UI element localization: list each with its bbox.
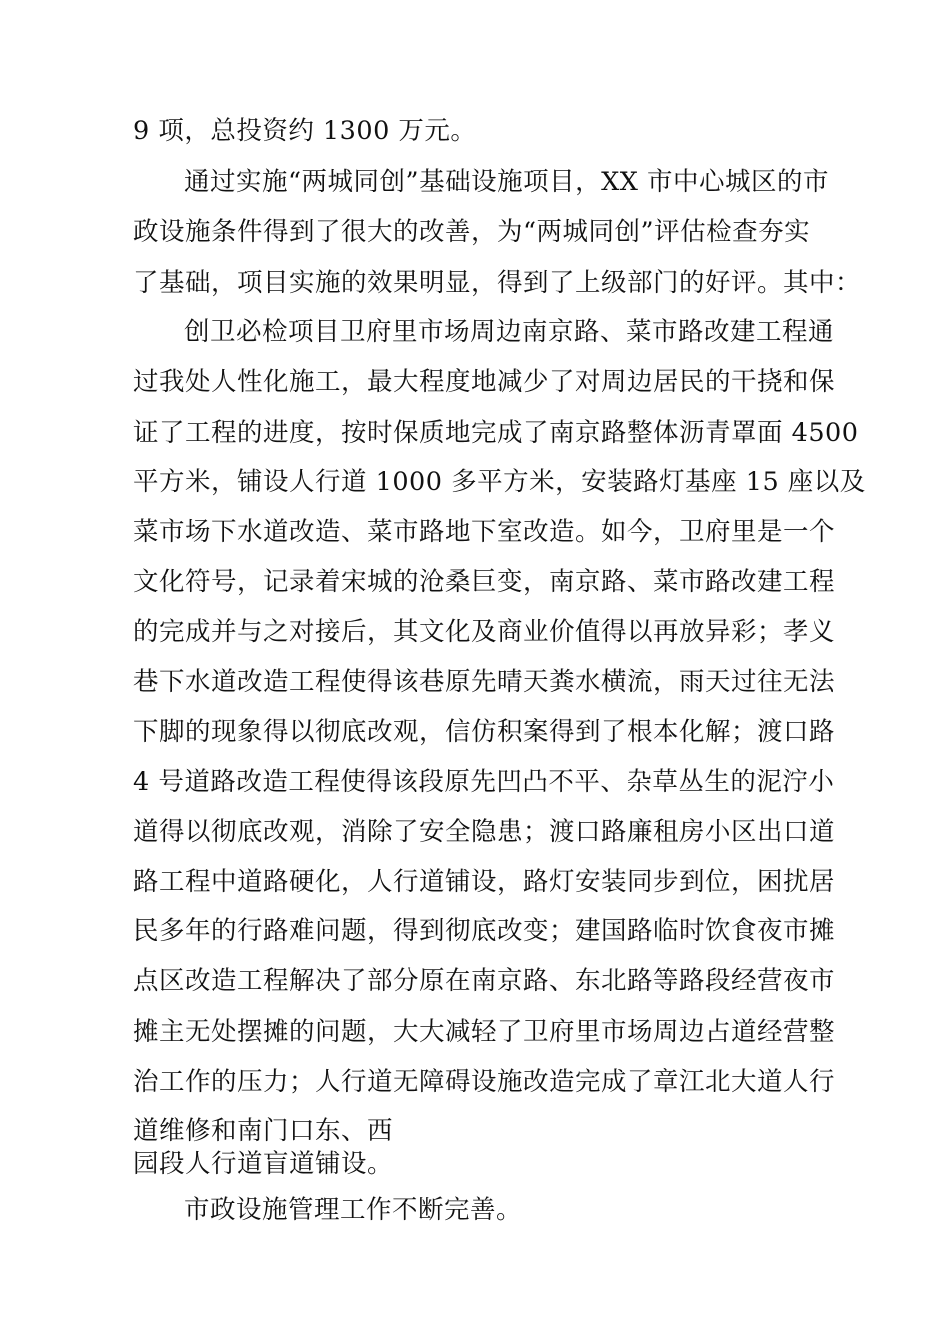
paragraph-start-line: 创卫必检项目卫府里市场周边南京路、菜市路改建工程通: [184, 317, 835, 347]
paragraph-start-line: 通过实施“两城同创”基础设施项目，XX 市中心城区的市: [184, 167, 829, 197]
text-line: 平方米，铺设人行道 1000 多平方米，安装路灯基座 15 座以及: [133, 467, 866, 497]
text-line: 道得以彻底改观，消除了安全隐患；渡口路廉租房小区出口道: [133, 817, 836, 847]
text-line: 道维修和南门口东、西: [133, 1116, 394, 1146]
text-line: 治工作的压力；人行道无障碍设施改造完成了章江北大道人行: [133, 1067, 836, 1097]
text-line: 9 项，总投资约 1300 万元。: [133, 116, 477, 146]
text-line: 政设施条件得到了很大的改善，为“两城同创”评估检查夯实: [133, 217, 811, 247]
text-line: 园段人行道盲道铺设。: [133, 1149, 394, 1179]
text-line: 证了工程的进度，按时保质地完成了南京路整体沥青罩面 4500: [133, 418, 859, 448]
text-line: 的完成并与之对接后，其文化及商业价值得以再放异彩；孝义: [133, 617, 836, 647]
text-line: 巷下水道改造工程使得该巷原先晴天粪水横流，雨天过往无法: [133, 667, 836, 697]
text-line: 下脚的现象得以彻底改观，信仿积案得到了根本化解；渡口路: [133, 717, 836, 747]
text-line: 摊主无处摆摊的问题，大大减轻了卫府里市场周边占道经营整: [133, 1017, 836, 1047]
text-line: 点区改造工程解决了部分原在南京路、东北路等路段经营夜市: [133, 966, 836, 996]
text-line: 4 号道路改造工程使得该段原先凹凸不平、杂草丛生的泥泞小: [133, 767, 835, 797]
paragraph-start-line: 市政设施管理工作不断完善。: [184, 1195, 523, 1225]
text-line: 民多年的行路难问题，得到彻底改变；建国路临时饮食夜市摊: [133, 916, 836, 946]
text-line: 过我处人性化施工，最大程度地减少了对周边居民的干挠和保: [133, 367, 836, 397]
text-line: 了基础，项目实施的效果明显，得到了上级部门的好评。其中：: [133, 268, 862, 298]
text-line: 路工程中道路硬化，人行道铺设，路灯安装同步到位，困扰居: [133, 867, 836, 897]
text-line: 菜市场下水道改造、菜市路地下室改造。如今，卫府里是一个: [133, 517, 836, 547]
text-line: 文化符号，记录着宋城的沧桑巨变，南京路、菜市路改建工程: [133, 567, 836, 597]
